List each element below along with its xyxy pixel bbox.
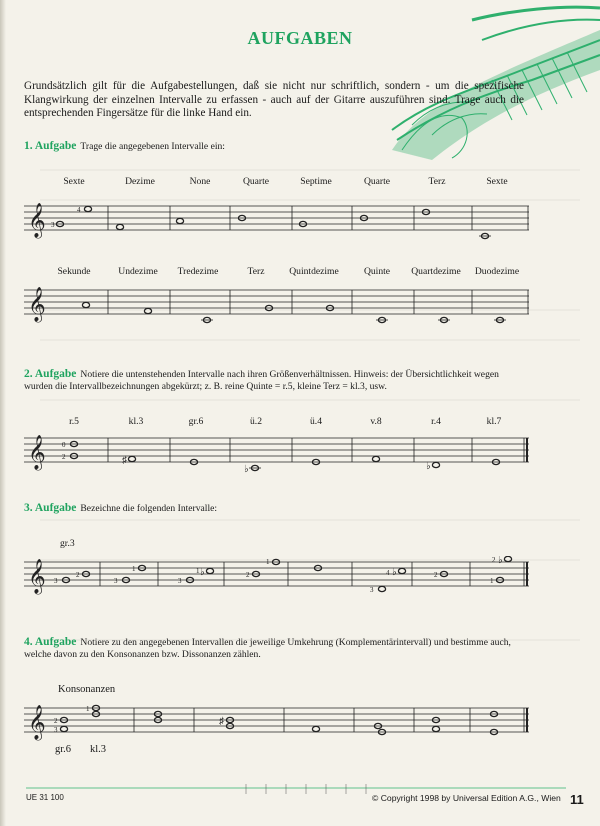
task1-label: Quinte bbox=[363, 266, 391, 277]
task1-label: Septime bbox=[300, 176, 332, 187]
task1-text: Trage die angegebenen Intervalle ein: bbox=[80, 141, 225, 152]
task1-label: Quintdezime bbox=[289, 266, 339, 277]
svg-text:♭: ♭ bbox=[244, 464, 249, 474]
task1-staff-1[interactable] bbox=[24, 200, 529, 242]
svg-text:𝄞: 𝄞 bbox=[28, 705, 46, 740]
svg-text:𝄞: 𝄞 bbox=[28, 287, 46, 322]
svg-text:♯: ♯ bbox=[219, 716, 224, 727]
task2-heading: 2. Aufgabe bbox=[24, 368, 77, 380]
task2-label: r.5 bbox=[69, 416, 79, 427]
copyright-notice: © Copyright 1998 by Universal Edition A.G., Wien bbox=[372, 793, 561, 803]
task2-label: ü.4 bbox=[310, 416, 322, 427]
task1-label: Sekunde bbox=[57, 266, 91, 277]
svg-text:1: 1 bbox=[196, 567, 200, 575]
task4-example-label: Konsonanzen bbox=[58, 684, 116, 695]
task2-label: kl.7 bbox=[486, 416, 502, 427]
task1-label: Tredezime bbox=[177, 266, 219, 277]
task1-label: Dezime bbox=[125, 176, 155, 187]
task1-label: Quarte bbox=[242, 176, 270, 187]
task3-example-label: gr.3 bbox=[60, 538, 75, 549]
task1-label: Terz bbox=[428, 176, 446, 187]
task4-bottom-label: kl.3 bbox=[90, 744, 107, 755]
task2-label: kl.3 bbox=[128, 416, 144, 427]
svg-text:𝄞: 𝄞 bbox=[28, 559, 46, 594]
task1-label: Sexte bbox=[63, 176, 85, 187]
svg-text:1: 1 bbox=[266, 558, 270, 566]
svg-text:3: 3 bbox=[178, 577, 182, 585]
task1-instruction bbox=[24, 140, 225, 153]
task2-label: gr.6 bbox=[188, 416, 204, 427]
task1-label: Quarte bbox=[363, 176, 391, 187]
task1-label: Quartdezime bbox=[411, 266, 461, 277]
task2-text: Notiere die untenstehenden Intervalle nach ihren Größenverhältnissen. Hinweis: der Übersichtlichkeit wegen wurden die Intervallbezeichnungen abgekürzt; z. B. reine Quinte = r.5, kleine Terz = kl.3, usw. bbox=[24, 369, 499, 392]
task2-label: r.4 bbox=[431, 416, 441, 427]
task4-text: Notiere zu den angegebenen Intervallen die jeweilige Umkehrung (Komplementärintervall) und bestimme auch, welche davon zu den Konsonanzen bzw. Dissonanzen zählen. bbox=[24, 637, 511, 660]
svg-text:2: 2 bbox=[54, 717, 58, 725]
catalog-number: UE 31 100 bbox=[26, 793, 64, 802]
svg-text:♭: ♭ bbox=[498, 556, 503, 566]
svg-text:1: 1 bbox=[490, 577, 494, 585]
svg-text:1: 1 bbox=[132, 565, 136, 573]
task1-label: Duodezime bbox=[474, 266, 520, 277]
task1-label: Undezime bbox=[118, 266, 158, 277]
task1-label: None bbox=[189, 176, 211, 187]
svg-text:𝄞: 𝄞 bbox=[28, 203, 46, 238]
svg-text:2: 2 bbox=[246, 571, 250, 579]
task3-instruction bbox=[24, 502, 217, 515]
svg-text:3: 3 bbox=[54, 577, 58, 585]
svg-text:3: 3 bbox=[114, 577, 118, 585]
svg-text:2: 2 bbox=[434, 571, 438, 579]
page-binding-shadow bbox=[0, 0, 6, 826]
task3-text: Bezeichne die folgenden Intervalle: bbox=[80, 503, 218, 514]
svg-text:♭: ♭ bbox=[392, 567, 397, 578]
svg-text:2: 2 bbox=[492, 556, 496, 564]
task4-instruction bbox=[24, 636, 524, 661]
task2-label: ü.2 bbox=[250, 416, 262, 427]
svg-text:♯: ♯ bbox=[122, 455, 127, 466]
page-number: 11 bbox=[570, 792, 584, 807]
task1-label: Terz bbox=[247, 266, 265, 277]
task4-bottom-label: gr.6 bbox=[55, 744, 72, 755]
svg-text:♭: ♭ bbox=[426, 461, 431, 472]
task2-staff[interactable] bbox=[24, 432, 529, 474]
task4-heading: 4. Aufgabe bbox=[24, 636, 77, 648]
svg-text:3: 3 bbox=[370, 586, 374, 594]
task1-heading: 1. Aufgabe bbox=[24, 140, 77, 152]
page-title: AUFGABEN bbox=[247, 28, 353, 48]
svg-text:♭: ♭ bbox=[200, 567, 205, 578]
task1-staff-2[interactable] bbox=[24, 284, 529, 326]
task2-label: v.8 bbox=[370, 416, 382, 427]
svg-text:0: 0 bbox=[62, 441, 66, 449]
svg-text:3: 3 bbox=[54, 726, 58, 734]
task1-label: Sexte bbox=[486, 176, 508, 187]
task2-instruction bbox=[24, 368, 504, 393]
task3-heading: 3. Aufgabe bbox=[24, 502, 77, 514]
task3-staff[interactable] bbox=[24, 556, 529, 598]
task4-staff[interactable] bbox=[24, 702, 529, 744]
svg-text:4: 4 bbox=[77, 206, 81, 214]
svg-text:3: 3 bbox=[51, 221, 55, 229]
svg-text:2: 2 bbox=[76, 571, 80, 579]
intro-paragraph: Grundsätzlich gilt für die Aufgabestellungen, daß sie nicht nur schriftlich, sondern - um die spezifische Klangwirkung der einzelnen Intervalle zu erfassen - auch auf der Gitarre auszuführen sind. Trage auch die entsprechenden Fingersätze für die linke Hand ein. bbox=[24, 80, 524, 119]
svg-text:2: 2 bbox=[62, 453, 66, 461]
svg-text:4: 4 bbox=[386, 569, 390, 577]
svg-text:1: 1 bbox=[86, 705, 90, 713]
svg-text:𝄞: 𝄞 bbox=[28, 435, 46, 470]
